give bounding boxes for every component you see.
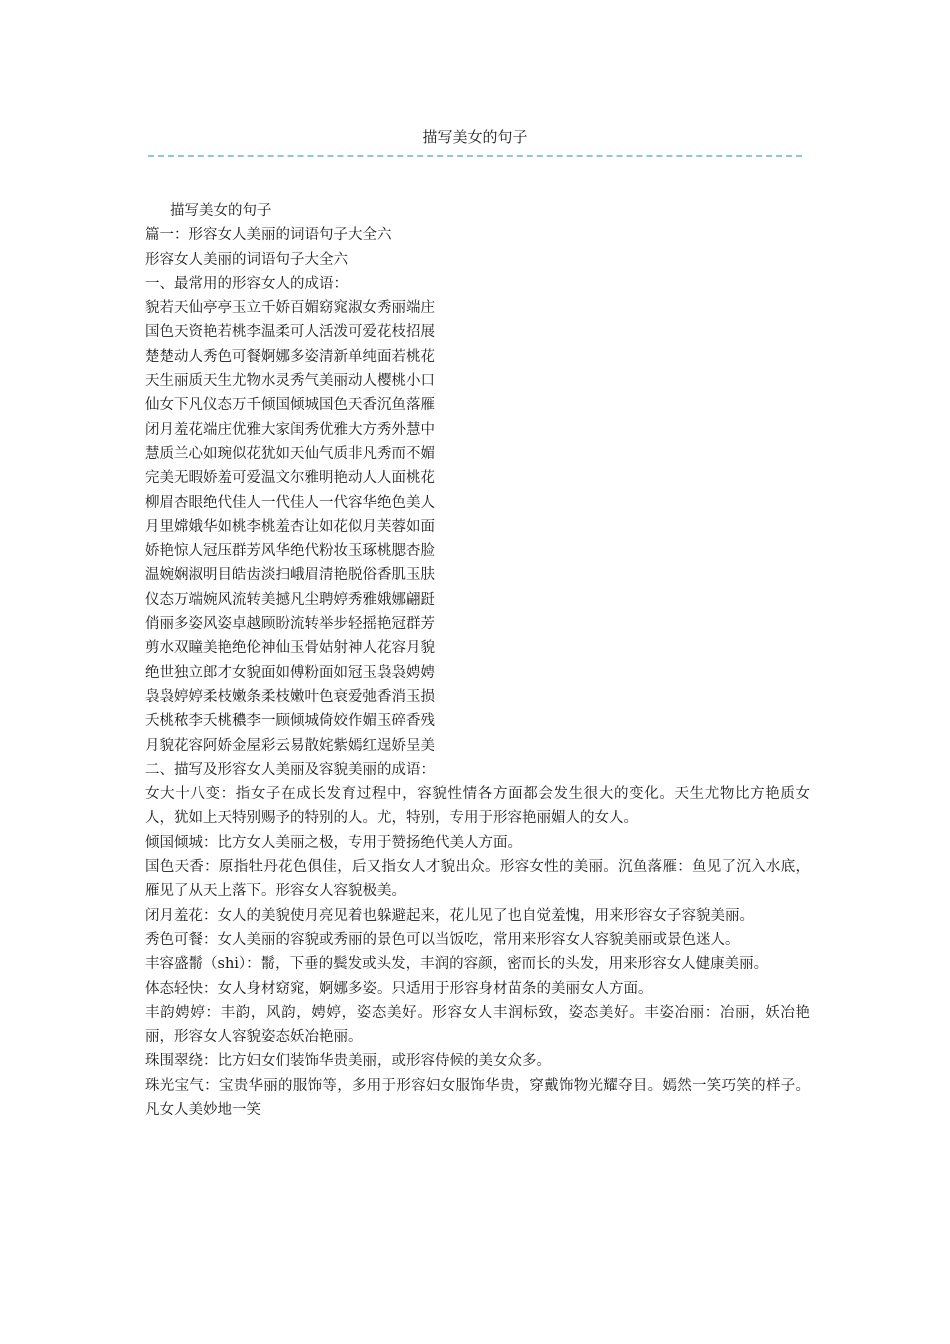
idiom-line: 国色天资艳若桃李温柔可人活泼可爱花枝招展 <box>145 324 435 341</box>
idiom-line: 月里嫦娥华如桃李桃羞杏让如花似月芙蓉如面 <box>145 518 435 535</box>
section-one-heading: 一、最常用的形容女人的成语： <box>145 275 348 292</box>
idiom-line: 楚楚动人秀色可餐婀娜多姿清新单纯面若桃花 <box>145 348 435 365</box>
idiom-line: 夭桃秾李夭桃穠李一顾倾城倚姣作媚玉碎香残 <box>145 713 435 730</box>
idiom-line: 柳眉杏眼绝代佳人一代佳人一代容华绝色美人 <box>145 494 435 511</box>
idiom-line: 剪水双瞳美艳绝伦神仙玉骨姑射神人花容月貌 <box>145 640 435 657</box>
idiom-line: 绝世独立郎才女貌面如傅粉面如冠玉袅袅娉娉 <box>145 664 435 681</box>
idiom-line: 貌若天仙亭亭玉立千娇百媚窈窕淑女秀丽端庄 <box>145 300 435 317</box>
definition-list <box>145 782 810 1122</box>
section-two-heading: 二、描写及形容女人美丽及容貌美丽的成语： <box>145 761 435 778</box>
definition-paragraph: 倾国倾城：比方女人美丽之极，专用于赞扬绝代美人方面。 <box>145 834 522 851</box>
definition-paragraph: 闭月羞花：女人的美貌使月亮见着也躲避起来，花儿见了也自觉羞愧，用来形容女子容貌美丽。 <box>145 907 754 924</box>
document-title: 描写美女的句子 <box>422 128 528 146</box>
idiom-line: 袅袅婷婷柔枝嫩条柔枝嫩叶色衰爱弛香消玉损 <box>145 688 435 705</box>
idiom-line: 天生丽质天生尤物水灵秀气美丽动人樱桃小口 <box>145 373 435 390</box>
definition-paragraph: 丰容盛鬋（shi）：鬋，下垂的鬓发或头发，丰润的容颜，密而长的头发，用来形容女人健康美丽。 <box>145 956 769 973</box>
part-one-heading: 篇一：形容女人美丽的词语句子大全六 <box>145 227 392 244</box>
part-one-subtitle: 形容女人美丽的词语句子大全六 <box>145 251 348 268</box>
definition-paragraph: 女大十八变：指女子在成长发育过程中，容貌性情各方面都会发生很大的变化。天生尤物比方艳质女人，犹如上天特别赐予的特别的人。尤，特别，专用于形容艳丽媚人的女人。 <box>145 786 810 827</box>
idiom-list <box>145 296 810 758</box>
idiom-line: 娇艳惊人冠压群芳风华绝代粉妆玉琢桃腮杏脸 <box>145 543 435 560</box>
idiom-line: 闭月羞花端庄优雅大家闺秀优雅大方秀外慧中 <box>145 421 435 438</box>
definition-paragraph: 珠光宝气：宝贵华丽的服饰等，多用于形容妇女服饰华贵，穿戴饰物光耀夺目。嫣然一笑巧笑的样子。凡女人美妙地一笑 <box>145 1077 810 1118</box>
idiom-line: 月貌花容阿娇金屋彩云易散姹紫嫣红逞娇呈美 <box>145 737 435 754</box>
idiom-line: 俏丽多姿风姿卓越顾盼流转举步轻摇艳冠群芳 <box>145 616 435 633</box>
definition-paragraph: 秀色可餐：女人美丽的容貌或秀丽的景色可以当饭吃，常用来形容女人容貌美丽或景色迷人。 <box>145 931 740 948</box>
definition-paragraph: 丰韵娉婷：丰韵，风韵，娉婷，姿态美好。形容女人丰润标致，姿态美好。丰姿冶丽：冶丽，妖冶艳丽，形容女人容貌姿态妖冶艳丽。 <box>145 1004 810 1046</box>
definition-paragraph: 体态轻快：女人身材窈窕，婀娜多姿。只适用于形容身材苗条的美丽女人方面。 <box>145 980 653 997</box>
idiom-line: 慧质兰心如琬似花犹如天仙气质非凡秀而不媚 <box>145 445 435 462</box>
idiom-line: 仪态万端婉风流转美撼凡尘聘婷秀雅娥娜翩跹 <box>145 591 435 608</box>
document-body <box>145 199 810 1122</box>
definition-paragraph: 珠围翠绕：比方妇女们装饰华贵美丽，或形容侍候的美女众多。 <box>145 1053 551 1070</box>
idiom-line: 仙女下凡仪态万千倾国倾城国色天香沉鱼落雁 <box>145 397 435 414</box>
definition-paragraph: 国色天香：原指牡丹花色俱佳，后又指女人才貌出众。形容女性的美丽。沉鱼落雁：鱼见了沉入水底，雁见了从天上落下。形容女人容貌极美。 <box>145 859 810 900</box>
idiom-line: 温婉娴淑明目皓齿淡扫峨眉清艳脱俗香肌玉肤 <box>145 567 435 584</box>
intro-title: 描写美女的句子 <box>170 203 272 219</box>
idiom-line: 完美无暇娇羞可爱温文尔雅明艳动人人面桃花 <box>145 470 435 487</box>
dashed-divider <box>148 155 802 157</box>
